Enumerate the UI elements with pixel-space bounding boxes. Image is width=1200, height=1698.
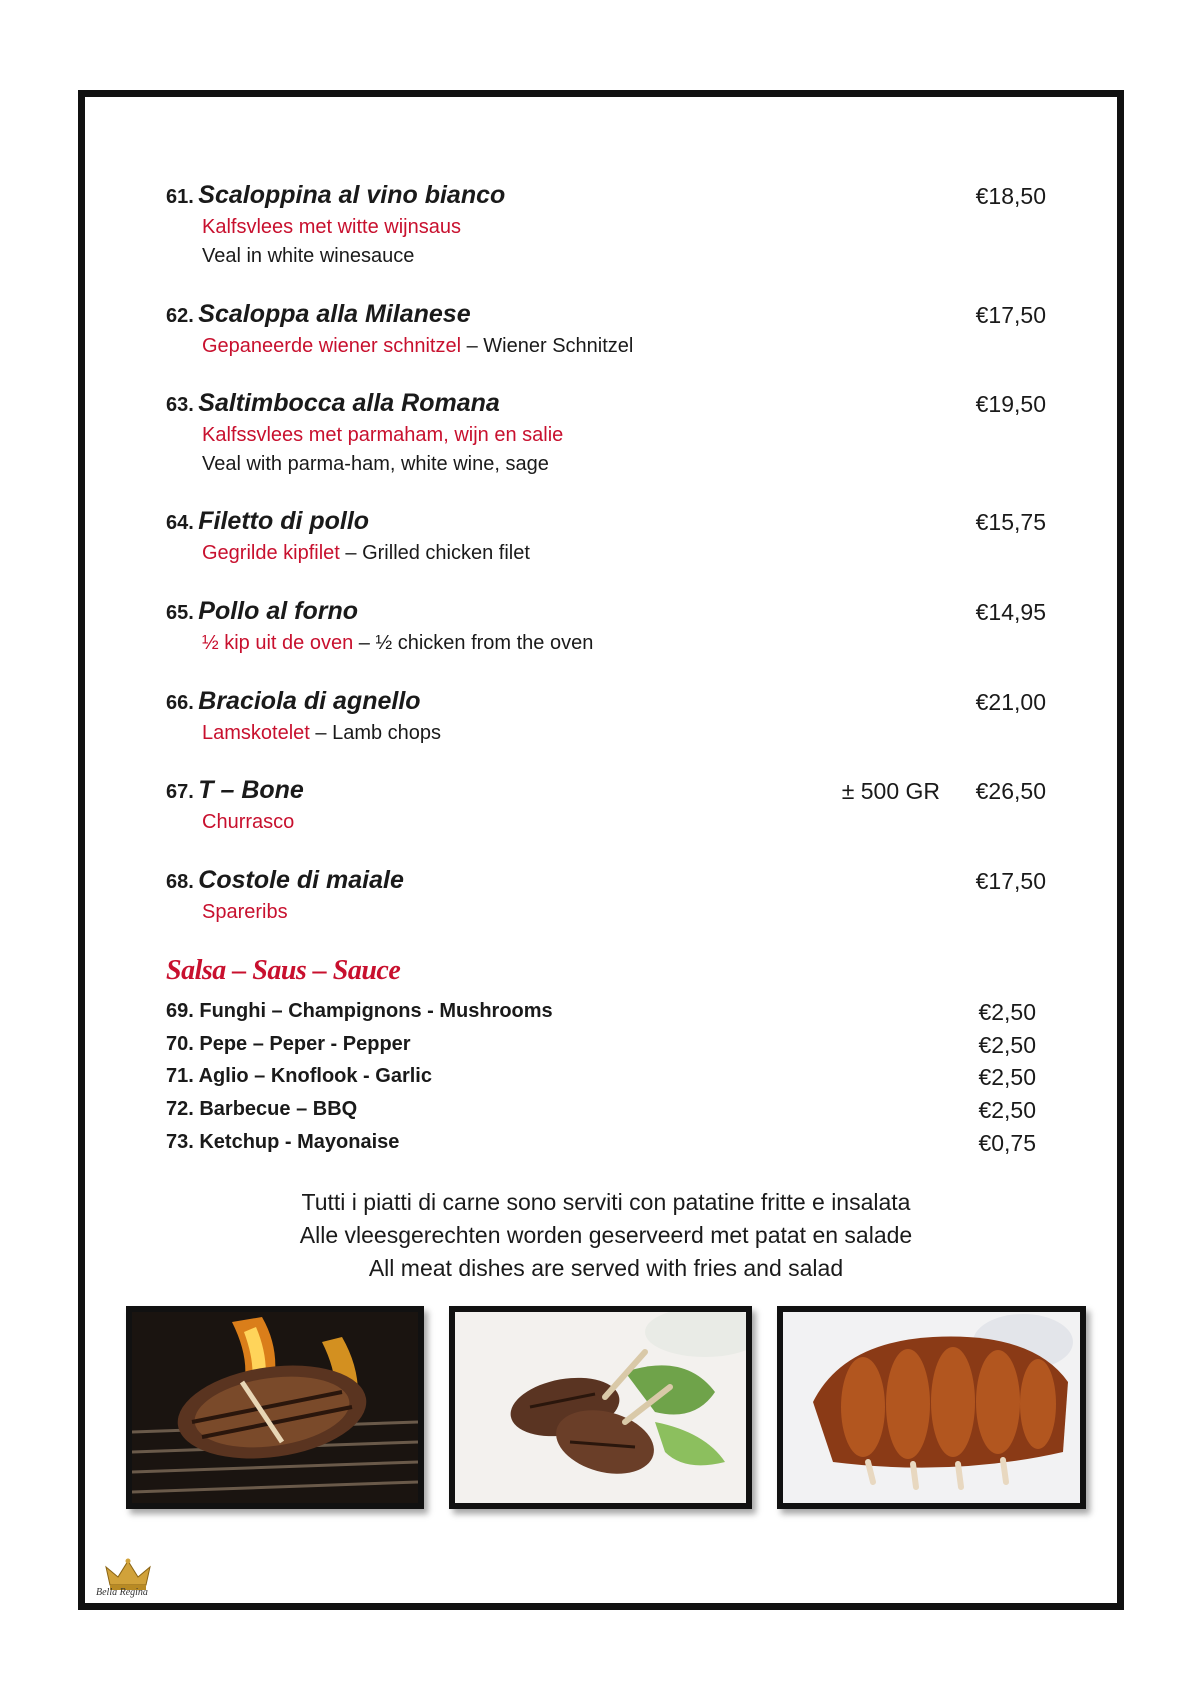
menu-item-66 — [166, 687, 1046, 745]
sauce-item-73 — [166, 1131, 1036, 1154]
item-name: Scaloppa alla Milanese — [198, 300, 471, 328]
sauce-item-69 — [166, 1000, 1036, 1023]
item-number: 64. — [166, 512, 194, 534]
item-description-nl: Gegrilde kipfilet — [202, 542, 340, 564]
sauce-label: 69. Funghi – Champignons - Mushrooms — [166, 1000, 553, 1022]
item-number: 61. — [166, 186, 194, 208]
item-name: Saltimbocca alla Romana — [198, 389, 500, 417]
item-price: €17,50 — [975, 302, 1046, 328]
sauce-item-70 — [166, 1033, 1036, 1056]
sauce-price: €2,50 — [978, 1064, 1036, 1090]
menu-item-61 — [166, 181, 1046, 268]
photo-t-bone — [126, 1306, 424, 1509]
item-price: €15,75 — [975, 509, 1046, 535]
sauce-section-heading: Salsa – Saus – Sauce — [166, 955, 401, 986]
item-description-nl: Lamskotelet — [202, 722, 310, 744]
sauce-label: 72. Barbecue – BBQ — [166, 1098, 358, 1120]
item-number: 63. — [166, 394, 194, 416]
serving-note-nl: Alle vleesgerechten worden geserveerd met patat en salade — [299, 1222, 913, 1248]
item-description-en: – Wiener Schnitzel — [466, 335, 634, 357]
serving-note — [166, 1186, 1046, 1285]
item-name: T – Bone — [198, 776, 304, 804]
item-name: Braciola di agnello — [198, 687, 421, 715]
item-description-en: – ½ chicken from the oven — [358, 632, 594, 654]
logo-text: Bella Regina — [96, 1587, 148, 1598]
item-description-nl: Gepaneerde wiener schnitzel — [202, 335, 462, 357]
item-name: Scaloppina al vino bianco — [198, 181, 506, 209]
item-price: €18,50 — [975, 183, 1046, 209]
menu-item-65 — [166, 597, 1046, 655]
item-number: 65. — [166, 602, 194, 624]
sauce-price: €2,50 — [978, 1097, 1036, 1123]
menu-item-62 — [166, 300, 1046, 358]
item-weight: ± 500 GR — [841, 778, 940, 804]
item-price: €26,50 — [975, 778, 1046, 804]
item-description-en: Veal with parma-ham, white wine, sage — [202, 453, 549, 475]
sauce-price: €2,50 — [978, 999, 1036, 1025]
item-description-nl: ½ kip uit de oven — [202, 632, 354, 654]
item-description-nl: Kalfsvlees met witte wijnsaus — [202, 216, 461, 238]
spareribs-image — [783, 1312, 1080, 1503]
item-number: 67. — [166, 781, 194, 803]
item-description-nl: Spareribs — [202, 901, 288, 923]
photo-lamb-chops — [449, 1306, 752, 1509]
photo-spareribs — [777, 1306, 1086, 1509]
item-description-nl: Kalfssvlees met parmaham, wijn en salie — [202, 424, 564, 446]
sauce-label: 71. Aglio – Knoflook - Garlic — [166, 1065, 432, 1087]
menu-item-67 — [166, 776, 1046, 834]
item-name: Costole di maiale — [198, 866, 404, 894]
item-number: 66. — [166, 692, 194, 714]
lamb-chops-image — [455, 1312, 746, 1503]
item-price: €19,50 — [975, 391, 1046, 417]
item-price: €14,95 — [975, 599, 1046, 625]
sauce-price: €0,75 — [978, 1130, 1036, 1156]
menu-item-64 — [166, 507, 1046, 565]
menu-item-68 — [166, 866, 1046, 924]
item-name: Pollo al forno — [198, 597, 358, 625]
sauce-item-71 — [166, 1065, 1036, 1088]
item-description-nl: Churrasco — [202, 811, 295, 833]
serving-note-en: All meat dishes are served with fries and salad — [368, 1255, 844, 1281]
item-number: 68. — [166, 871, 194, 893]
item-name: Filetto di pollo — [198, 507, 370, 535]
item-description-en: Veal in white winesauce — [202, 245, 415, 267]
sauce-label: 70. Pepe – Peper - Pepper — [166, 1033, 411, 1055]
item-description-en: – Lamb chops — [315, 722, 442, 744]
sauce-price: €2,50 — [978, 1032, 1036, 1058]
item-number: 62. — [166, 305, 194, 327]
sauce-label: 73. Ketchup - Mayonaise — [166, 1131, 400, 1153]
item-description-en: – Grilled chicken filet — [345, 542, 530, 564]
serving-note-it: Tutti i piatti di carne sono serviti con patatine fritte e insalata — [301, 1189, 911, 1215]
item-price: €21,00 — [975, 689, 1046, 715]
sauce-item-72 — [166, 1098, 1036, 1121]
menu-item-63 — [166, 389, 1046, 476]
t-bone-grill-image — [132, 1312, 418, 1503]
item-price: €17,50 — [975, 868, 1046, 894]
